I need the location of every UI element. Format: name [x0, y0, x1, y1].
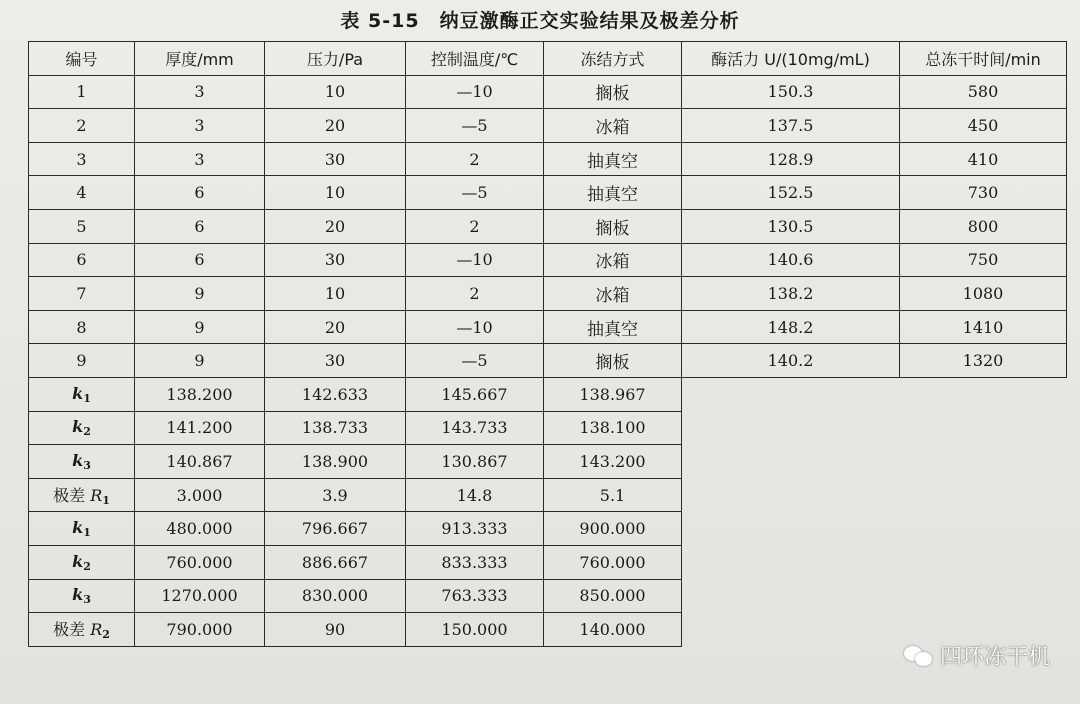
table-cell: 130.5: [682, 209, 900, 243]
analysis-value: 760.000: [544, 545, 682, 579]
table-row: [29, 109, 1067, 143]
analysis-value: 90: [265, 613, 406, 647]
table-cell: —10: [406, 310, 544, 344]
empty-cell: [682, 579, 1067, 613]
table-cell: 410: [900, 142, 1067, 176]
analysis-value: 143.733: [406, 411, 544, 445]
table-cell: 140.6: [682, 243, 900, 277]
analysis-value: 14.8: [406, 478, 544, 512]
table-cell: 2: [406, 209, 544, 243]
table-cell: 2: [29, 109, 135, 143]
table-cell: 1080: [900, 277, 1067, 311]
table-cell: 10: [265, 277, 406, 311]
table-cell: 抽真空: [544, 176, 682, 210]
table-cell: —5: [406, 344, 544, 378]
analysis-value: 913.333: [406, 512, 544, 546]
analysis-value: 850.000: [544, 579, 682, 613]
header-pressure: 压力/Pa: [265, 42, 406, 76]
analysis-label: [29, 478, 135, 512]
analysis-label-subscript: 2: [83, 559, 91, 573]
analysis-value: 3.9: [265, 478, 406, 512]
table-cell: 5: [29, 209, 135, 243]
table-cell: 10: [265, 75, 406, 109]
table-row: [29, 310, 1067, 344]
table-cell: —5: [406, 109, 544, 143]
table-cell: 20: [265, 109, 406, 143]
analysis-value: 138.900: [265, 445, 406, 479]
table-cell: 6: [135, 176, 265, 210]
analysis-label-symbol: k: [72, 417, 84, 437]
analysis-value: 141.200: [135, 411, 265, 445]
empty-cell: [682, 411, 1067, 445]
header-id: 编号: [29, 42, 135, 76]
table-cell: 冰箱: [544, 243, 682, 277]
table-cell: 冰箱: [544, 277, 682, 311]
table-cell: 138.2: [682, 277, 900, 311]
table-cell: 30: [265, 243, 406, 277]
analysis-value: 140.000: [544, 613, 682, 647]
table-cell: 4: [29, 176, 135, 210]
table-cell: 3: [29, 142, 135, 176]
table-cell: 450: [900, 109, 1067, 143]
table-cell: —5: [406, 176, 544, 210]
table-row: [29, 243, 1067, 277]
analysis-label-symbol: R: [90, 486, 103, 506]
table-cell: 搁板: [544, 344, 682, 378]
empty-cell: [682, 377, 1067, 411]
table-cell: 2: [406, 142, 544, 176]
analysis-value: 900.000: [544, 512, 682, 546]
header-enzyme-activity: 酶活力 U/(10mg/mL): [682, 42, 900, 76]
table-cell: 9: [29, 344, 135, 378]
table-cell: 1: [29, 75, 135, 109]
analysis-value: 145.667: [406, 377, 544, 411]
table-cell: 1320: [900, 344, 1067, 378]
table-cell: 8: [29, 310, 135, 344]
analysis-label: [29, 445, 135, 479]
table-cell: 140.2: [682, 344, 900, 378]
table-cell: 20: [265, 209, 406, 243]
table-cell: 30: [265, 344, 406, 378]
analysis-label-symbol: k: [72, 518, 84, 538]
analysis-row: [29, 411, 1067, 445]
table-cell: 9: [135, 344, 265, 378]
table-cell: 152.5: [682, 176, 900, 210]
table-cell: 150.3: [682, 75, 900, 109]
analysis-value: 886.667: [265, 545, 406, 579]
header-temperature: 控制温度/℃: [406, 42, 544, 76]
analysis-row: [29, 545, 1067, 579]
table-row: [29, 142, 1067, 176]
table-cell: 6: [135, 209, 265, 243]
analysis-value: 833.333: [406, 545, 544, 579]
analysis-label-prefix: 极差: [53, 620, 91, 640]
table-cell: 9: [135, 310, 265, 344]
header-row: [29, 42, 1067, 76]
table-cell: 580: [900, 75, 1067, 109]
table-cell: 128.9: [682, 142, 900, 176]
analysis-label-subscript: 1: [102, 494, 110, 508]
table-cell: 148.2: [682, 310, 900, 344]
table-row: [29, 176, 1067, 210]
analysis-label-subscript: 2: [83, 425, 91, 439]
analysis-value: 480.000: [135, 512, 265, 546]
table-cell: 1410: [900, 310, 1067, 344]
table-cell: 抽真空: [544, 310, 682, 344]
analysis-label-symbol: k: [72, 450, 84, 470]
table-cell: 800: [900, 209, 1067, 243]
watermark-text: 四环冻干机: [939, 645, 1050, 670]
analysis-value: 790.000: [135, 613, 265, 647]
analysis-value: 1270.000: [135, 579, 265, 613]
table-cell: 搁板: [544, 209, 682, 243]
table-cell: 3: [135, 75, 265, 109]
analysis-label-prefix: 极差: [53, 486, 91, 506]
analysis-label-symbol: k: [72, 551, 84, 571]
table-cell: 730: [900, 176, 1067, 210]
header-thickness: 厚度/mm: [135, 42, 265, 76]
table-cell: 3: [135, 142, 265, 176]
watermark: [904, 640, 1050, 671]
analysis-label-symbol: k: [72, 585, 84, 605]
analysis-label-symbol: k: [72, 383, 84, 403]
table-cell: 3: [135, 109, 265, 143]
analysis-label-subscript: 1: [83, 391, 91, 405]
table-row: [29, 277, 1067, 311]
analysis-row: [29, 478, 1067, 512]
table-cell: 2: [406, 277, 544, 311]
table-cell: 750: [900, 243, 1067, 277]
analysis-label: [29, 545, 135, 579]
analysis-value: 138.967: [544, 377, 682, 411]
analysis-value: 143.200: [544, 445, 682, 479]
analysis-label: [29, 411, 135, 445]
table-title: 表 5-15 纳豆激酶正交实验结果及极差分析: [340, 10, 740, 32]
results-table: [28, 41, 1067, 647]
analysis-row: [29, 377, 1067, 411]
table-cell: 6: [135, 243, 265, 277]
table-row: [29, 209, 1067, 243]
table-cell: 抽真空: [544, 142, 682, 176]
analysis-label-subscript: 3: [83, 593, 91, 607]
analysis-label-subscript: 1: [83, 526, 91, 540]
analysis-label-subscript: 3: [83, 458, 91, 472]
table-cell: 10: [265, 176, 406, 210]
table-cell: 20: [265, 310, 406, 344]
wechat-icon: [904, 644, 934, 668]
analysis-row: [29, 579, 1067, 613]
analysis-label: [29, 613, 135, 647]
table-cell: 9: [135, 277, 265, 311]
analysis-label: [29, 579, 135, 613]
analysis-row: [29, 445, 1067, 479]
analysis-value: 138.200: [135, 377, 265, 411]
analysis-value: 796.667: [265, 512, 406, 546]
analysis-value: 138.733: [265, 411, 406, 445]
table-cell: —10: [406, 75, 544, 109]
analysis-label-symbol: R: [90, 620, 103, 640]
table-row: [29, 75, 1067, 109]
analysis-label-subscript: 2: [102, 628, 110, 642]
analysis-value: 142.633: [265, 377, 406, 411]
table-cell: 6: [29, 243, 135, 277]
analysis-value: 830.000: [265, 579, 406, 613]
empty-cell: [682, 545, 1067, 579]
header-freezing-method: 冻结方式: [544, 42, 682, 76]
empty-cell: [682, 478, 1067, 512]
analysis-value: 760.000: [135, 545, 265, 579]
analysis-value: 5.1: [544, 478, 682, 512]
table-cell: —10: [406, 243, 544, 277]
empty-cell: [682, 512, 1067, 546]
analysis-value: 138.100: [544, 411, 682, 445]
table-cell: 7: [29, 277, 135, 311]
analysis-row: [29, 512, 1067, 546]
table-cell: 30: [265, 142, 406, 176]
analysis-value: 130.867: [406, 445, 544, 479]
table-cell: 137.5: [682, 109, 900, 143]
analysis-label: [29, 512, 135, 546]
table-cell: 冰箱: [544, 109, 682, 143]
empty-cell: [682, 445, 1067, 479]
analysis-label: [29, 377, 135, 411]
header-drying-time: 总冻干时间/min: [900, 42, 1067, 76]
analysis-value: 140.867: [135, 445, 265, 479]
analysis-value: 763.333: [406, 579, 544, 613]
table-row: [29, 344, 1067, 378]
analysis-value: 3.000: [135, 478, 265, 512]
table-cell: 搁板: [544, 75, 682, 109]
analysis-value: 150.000: [406, 613, 544, 647]
